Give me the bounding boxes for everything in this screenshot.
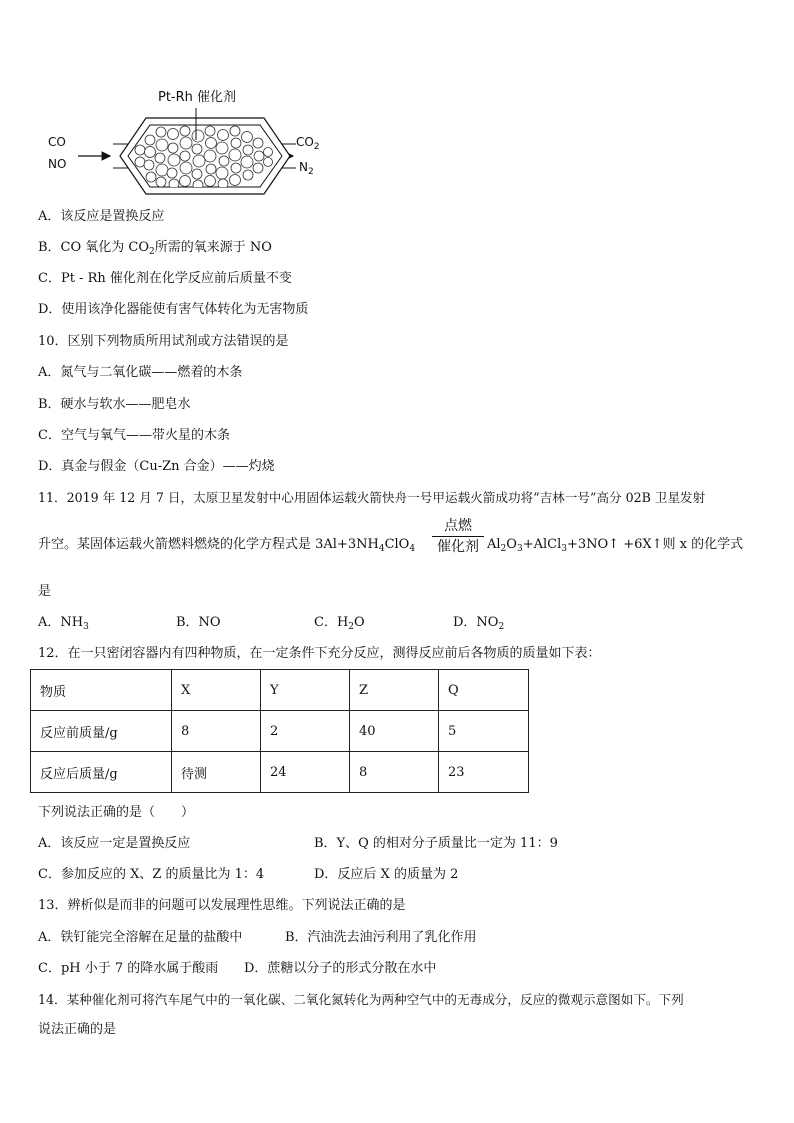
q12-option-c: C．参加反应的 X、Z 的质量比为 1：4: [38, 867, 265, 882]
table-cell: 40: [350, 711, 439, 752]
table-cell: Q: [439, 670, 529, 711]
table-cell: 8: [350, 752, 439, 793]
q12-question: 下列说法正确的是（ ）: [38, 805, 195, 820]
table-cell: 8: [172, 711, 261, 752]
condition-bottom: 催化剂: [437, 539, 479, 555]
catalyst-label: Pt-Rh 催化剂: [158, 90, 237, 105]
q12-stem: 12．在一只密闭容器内有四种物质，在一定条件下充分反应，测得反应前后各物质的质量如下表：: [38, 646, 601, 661]
table-cell: 23: [439, 752, 529, 793]
input-no-label: NO: [48, 157, 67, 171]
table-cell: 24: [261, 752, 350, 793]
table-cell: 待测: [172, 752, 261, 793]
q9-option-c: C．Pt - Rh 催化剂在化学反应前后质量不变: [38, 271, 292, 286]
q10-stem: 10．区别下列物质所用试剂或方法错误的是: [38, 334, 289, 349]
table-cell: 物质: [31, 670, 172, 711]
q13-option-d: D．蔗糖以分子的形式分散在水中: [244, 961, 437, 976]
q13-option-c: C．pH 小于 7 的降水属于酸雨: [38, 961, 219, 976]
q10-option-d: D．真金与假金（Cu-Zn 合金）——灼烧: [38, 459, 275, 474]
q11-stem-line3: 是: [38, 584, 52, 599]
q12-option-b: B．Y、Q 的相对分子质量比一定为 11：9: [314, 836, 558, 851]
q13-stem: 13．辨析似是而非的问题可以发展理性思维。下列说法正确的是: [38, 898, 406, 913]
condition-top: 点燃: [444, 518, 472, 534]
q11-option-c: C．$H_2O$: [314, 615, 365, 632]
q12-option-a: A．该反应一定是置换反应: [38, 836, 191, 851]
q9-option-a: A．该反应是置换反应: [38, 209, 165, 224]
q11-reaction-condition: [432, 518, 484, 555]
q14-stem-line1: 14．某种催化剂可将汽车尾气中的一氧化碳、二氧化氮转化为两种空气中的无毒成分，反应的微观示意图如下。下列: [38, 992, 684, 1007]
table-cell: 5: [439, 711, 529, 752]
table-cell: Z: [350, 670, 439, 711]
q11-stem-line1: 11．2019 年 12 月 7 日，太原卫星发射中心用固体运载火箭快舟一号甲运载火箭成功将“吉林一号”高分 02B 卫星发射: [38, 490, 706, 505]
q9-option-d: D．使用该净化器能使有害气体转化为无害物质: [38, 302, 309, 317]
table-cell: X: [172, 670, 261, 711]
table-cell: 2: [261, 711, 350, 752]
q11-option-b: B．NO: [176, 615, 221, 630]
table-row: [31, 711, 529, 752]
q9-option-b: B．CO 氧化为 $CO_2$所需的氧来源于 NO: [38, 240, 272, 257]
q13-option-a: A．铁钉能完全溶解在足量的盐酸中: [38, 930, 243, 945]
equation-bar: [432, 536, 484, 537]
q14-stem-line2: 说法正确的是: [38, 1022, 117, 1037]
q11-equation-left: 升空。某固体运载火箭燃料燃烧的化学方程式是 $3Al+3NH_4ClO_4$: [38, 537, 416, 554]
table-cell: 反应前质量/g: [31, 711, 172, 752]
output-n2-label: $N_2$: [299, 160, 314, 177]
q13-option-b: B．汽油洗去油污利用了乳化作用: [285, 930, 477, 945]
table-cell: Y: [261, 670, 350, 711]
q10-option-c: C．空气与氧气——带火星的木条: [38, 428, 230, 443]
q11-equation-right: $Al_2O_3+AlCl_3+3NO↑$ +6X↑则 x 的化学式: [487, 537, 744, 554]
q11-option-d: D．$NO_2$: [453, 615, 505, 632]
output-co2-label: $CO_2$: [296, 135, 320, 152]
input-co-label: CO: [48, 135, 66, 149]
table-row: [31, 752, 529, 793]
q12-mass-table: [30, 669, 529, 793]
converter-drawing: [0, 0, 794, 200]
q10-option-a: A．氮气与二氧化碳——燃着的木条: [38, 365, 243, 380]
q12-option-d: D．反应后 X 的质量为 2: [314, 867, 459, 882]
table-cell: 反应后质量/g: [31, 752, 172, 793]
q10-option-b: B．硬水与软水——肥皂水: [38, 397, 191, 412]
q11-option-a: A．$NH_3$: [38, 615, 89, 632]
table-row: [31, 670, 529, 711]
